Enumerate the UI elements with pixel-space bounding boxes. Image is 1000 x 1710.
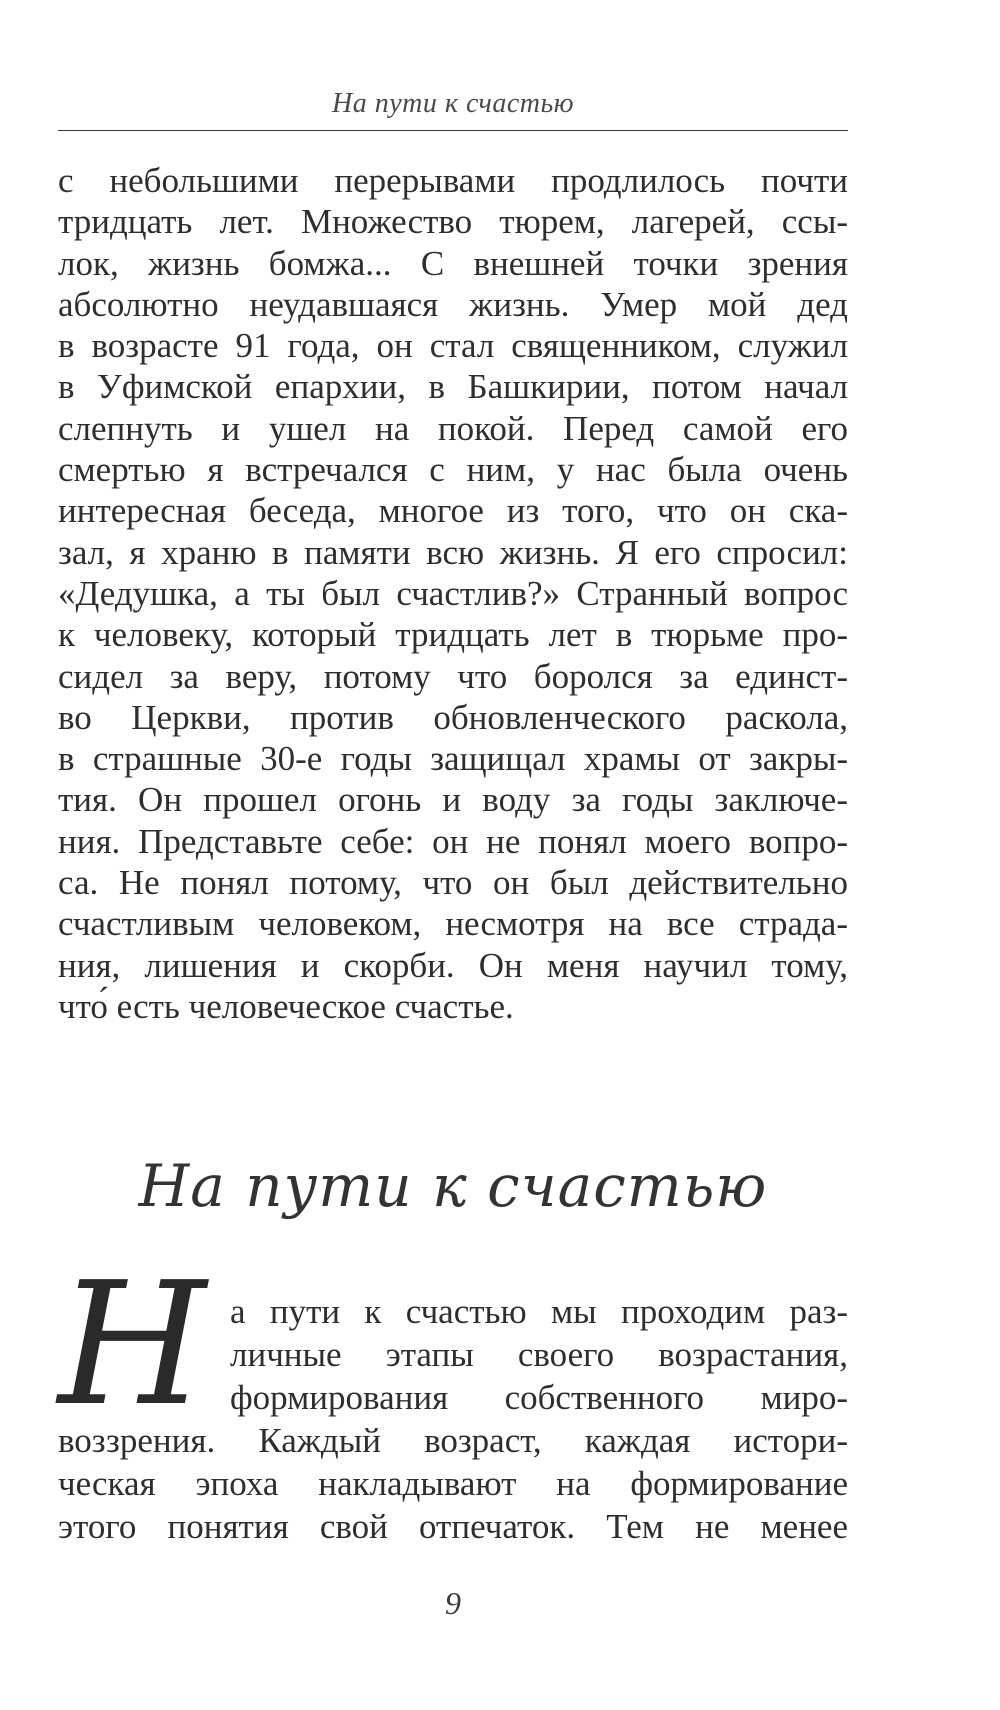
chapter-line: ческая эпоха накладывают на формирование [58, 1464, 848, 1503]
body-line: что́ есть человеческое счастье. [58, 986, 514, 1026]
body-line: во Церкви, против обновленческого раскола, [58, 697, 848, 737]
body-line: тридцать лет. Множество тюрем, лагерей, ссы- [58, 202, 848, 242]
body-line: к человеку, который тридцать лет в тюрьме про- [58, 615, 848, 655]
chapter-line: личные этапы своего возрастания, [230, 1335, 848, 1374]
drop-cap: Н [58, 1246, 207, 1444]
body-line: абсолютно неудавшаяся жизнь. Умер мой дед [58, 284, 848, 324]
body-paragraph [58, 160, 848, 1027]
body-line: лок, жизнь бомжа... С внешней точки зрения [58, 243, 848, 283]
body-line: в Уфимской епархии, в Башкирии, потом начал [58, 367, 848, 407]
body-line: в возрасте 91 года, он стал священником, служил [58, 326, 848, 366]
body-line: ния, лишения и скорби. Он меня научил тому, [58, 945, 848, 985]
chapter-line: формирования собственного миро- [230, 1378, 848, 1417]
body-line: зал, я храню в памяти всю жизнь. Я его спросил: [58, 532, 848, 572]
chapter-paragraph [58, 1290, 848, 1548]
body-line: сидел за веру, потому что боролся за единст- [58, 656, 848, 696]
chapter-line: воззрения. Каждый возраст, каждая истори- [58, 1421, 848, 1460]
header-rule [58, 130, 848, 131]
body-line: са. Не понял потому, что он был действительно [58, 863, 848, 903]
body-line: «Дедушка, а ты был счастлив?» Странный вопрос [58, 573, 848, 613]
body-line: слепнуть и ушел на покой. Перед самой его [58, 408, 848, 448]
body-line: в страшные 30-е годы защищал храмы от закры- [58, 739, 848, 779]
body-line: тия. Он прошел огонь и воду за годы заключе- [58, 780, 848, 820]
body-line: смертью я встречался с ним, у нас была очень [58, 450, 848, 490]
body-line: интересная беседа, многое из того, что он ска- [58, 491, 848, 531]
chapter-title: На пути к счастью [138, 1152, 768, 1220]
running-header: На пути к счастью [331, 88, 574, 119]
chapter-line: а пути к счастью мы проходим раз- [230, 1292, 848, 1331]
chapter-line: этого понятия свой отпечаток. Тем не менее [58, 1507, 848, 1546]
page-number: 9 [445, 1585, 461, 1621]
body-line: ния. Представьте себе: он не понял моего вопро- [58, 821, 848, 861]
body-line: счастливым человеком, несмотря на все страда- [58, 904, 848, 944]
body-line: с небольшими перерывами продлилось почти [58, 161, 848, 200]
